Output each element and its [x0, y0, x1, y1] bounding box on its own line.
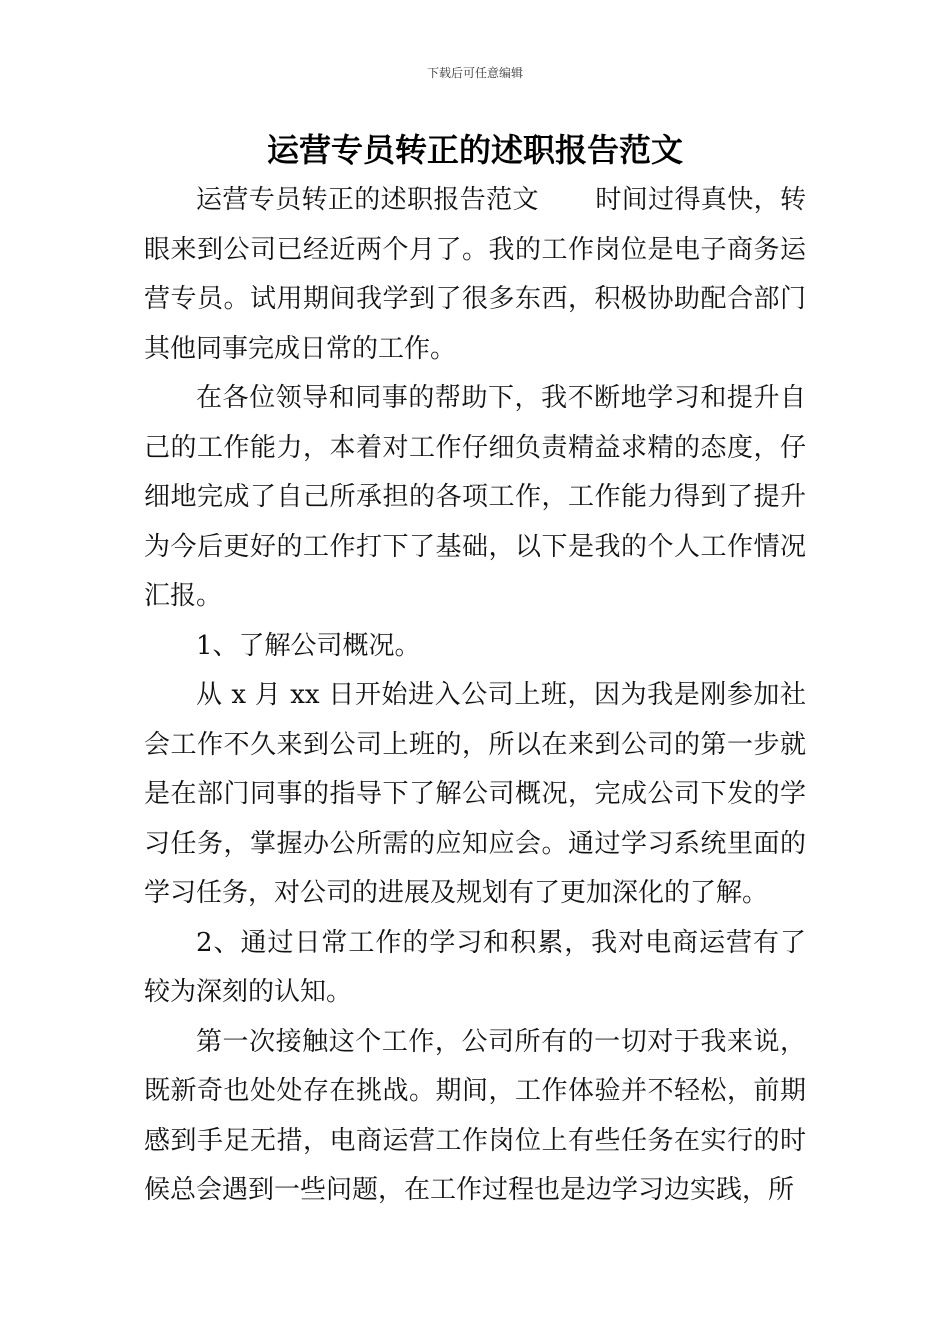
paragraph: 在各位领导和同事的帮助下，我不断地学习和提升自己的工作能力，本着对工作仔细负责精益求精的态度，仔细地完成了自己所承担的各项工作，工作能力得到了提升为今后更好的工作打下了基础，以下是我的个人工作情况汇报。 [144, 383, 806, 611]
paragraph-intro [144, 176, 806, 374]
paragraph-lead: 运营专员转正的述职报告范文 [196, 185, 539, 215]
section-heading: 1、了解公司概况。 [196, 630, 421, 661]
header-note: 下载后可任意编辑 [426, 66, 523, 80]
section-heading: 2、通过日常工作的学习和积累，我对电商运营有了较为深刻的认知。 [144, 927, 806, 1007]
paragraph: 从 x 月 xx 日开始进入公司上班，因为我是刚参加社会工作不久来到公司上班的，所以在来到公司的第一步就是在部门同事的指导下了解公司概况，完成公司下发的学习任务，掌握办公所需的应知应会。通过学习系统里面的学习任务，对公司的进展及规划有了更加深化的了解。 [144, 680, 806, 908]
document-title: 运营专员转正的述职报告范文 [266, 131, 683, 169]
paragraph-text: 时间过得真快，转眼来到公司已经近两个月了。我的工作岗位是电子商务运营专员。试用期间我学到了很多东西，积极协助配合部门其他同事完成日常的工作。 [144, 185, 806, 364]
paragraph: 第一次接触这个工作，公司所有的一切对于我来说，既新奇也处处存在挑战。期间，工作体验并不轻松，前期感到手足无措，电商运营工作岗位上有些任务在实行的时候总会遇到一些问题，在工作过程也是边学习边实践，所 [144, 1026, 806, 1205]
document-body [144, 176, 806, 1216]
